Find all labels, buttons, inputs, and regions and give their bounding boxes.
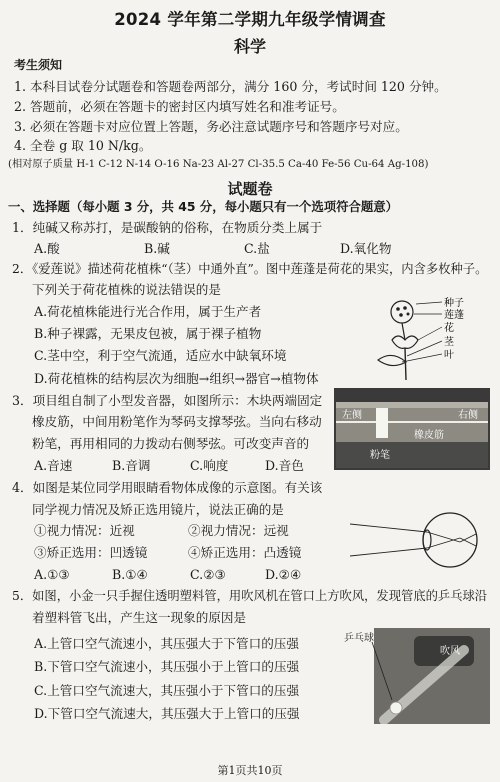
q4-option-c: C.②③ <box>190 567 226 582</box>
q5-option-c: C.上管口空气流速大，其压强小于下管口的压强 <box>34 683 300 698</box>
q2-stem-1: 2．《爱莲说》描述荷花植株“（茎）中通外直”。图中莲蓬是荷花的果实，内含多枚种子。 <box>12 262 488 276</box>
notice-item-4: 4. 全卷 g 取 10 N/kg。 <box>14 138 152 153</box>
q1-option-d: D.氧化物 <box>340 241 392 256</box>
q4-statement-1: ①视力情况：近视 <box>34 523 135 538</box>
q1-option-a: A.酸 <box>34 241 60 256</box>
exam-title: 2024 学年第二学期九年级学情调查 <box>114 10 386 29</box>
q3-option-a: A.音速 <box>34 458 73 473</box>
q3-option-c: C.响度 <box>190 458 229 473</box>
q2-option-c: C.茎中空，利于空气流通，适应水中缺氧环境 <box>34 348 287 363</box>
notice-heading: 考生须知 <box>14 58 63 72</box>
q2-option-d: D.荷花植株的结构层次为细胞→组织→器官→植物体 <box>34 371 319 386</box>
ping-pong-figure <box>344 628 490 724</box>
sound-device-figure <box>334 388 490 470</box>
q4-statement-3: ③矫正选用：凹透镜 <box>34 545 148 560</box>
q4-statement-4: ④矫正选用：凸透镜 <box>188 545 302 560</box>
lotus-label-seedpod: 莲蓬 <box>444 310 464 321</box>
q4-option-b: B.①④ <box>112 567 148 582</box>
q4-stem-2: 同学视力情况及矫正选用镜片，说法正确的是 <box>32 502 284 517</box>
q5-option-d: D.下管口空气流速大，其压强大于上管口的压强 <box>34 706 300 721</box>
notice-item-2: 2. 答题前，必须在答题卡的密封区内填写姓名和准考证号。 <box>14 99 345 114</box>
q4-option-a: A.①③ <box>34 567 70 582</box>
notice-item-1: 1. 本科目试卷分试题卷和答题卷两部分，满分 160 分，考试时间 120 分钟。 <box>14 79 447 94</box>
eye-diagram-figure <box>350 508 490 572</box>
subject-title: 科学 <box>233 37 266 56</box>
q5-option-b: B.下管口空气流速小，其压强小于上管口的压强 <box>34 659 300 674</box>
q1-option-c: C.盐 <box>244 241 270 256</box>
q5-stem-1: 5．如图，小金一只手握住透明塑料管，用吹风机在管口上方吹风，发现管底的乒乓球沿 <box>12 589 488 603</box>
q5-stem-2: 着塑料管飞出，产生这一现象的原因是 <box>32 610 247 625</box>
device-label-rubber-band: 橡皮筋 <box>414 430 444 441</box>
section-heading: 一、选择题（每小题 3 分，共 45 分，每小题只有一个选项符合题意） <box>8 199 399 214</box>
q1-option-b: B.碱 <box>144 241 170 256</box>
paper-title: 试题卷 <box>227 180 273 198</box>
page-footer: 第1页共10页 <box>217 764 283 777</box>
q3-stem-1: 3．项目组自制了小型发音器，如图所示：木块两端固定 <box>12 393 323 408</box>
q3-option-d: D.音色 <box>265 458 304 473</box>
ping-pong-label-blow: 吹风 <box>440 646 460 657</box>
q3-stem-3: 粉笔，再用相同的力拨动右侧琴弦。可改变声音的 <box>32 436 310 451</box>
lotus-figure <box>372 296 482 382</box>
ping-pong-label-ball: 乒乓球 <box>344 633 374 644</box>
q1-stem: 1．纯碱又称苏打，是碳酸钠的俗称，在物质分类上属于 <box>12 220 323 235</box>
q4-stem-1: 4．如图是某位同学用眼睛看物体成像的示意图。有关该 <box>12 480 323 495</box>
q2-option-b: B.种子裸露，无果皮包被，属于裸子植物 <box>34 326 262 341</box>
q3-option-b: B.音调 <box>112 458 151 473</box>
device-label-right: 右侧 <box>458 410 478 421</box>
q5-option-a: A.上管口空气流速小，其压强大于下管口的压强 <box>34 636 299 651</box>
lotus-label-leaf: 叶 <box>444 350 454 361</box>
q2-option-a: A.荷花植株能进行光合作用，属于生产者 <box>34 304 262 319</box>
lotus-label-seed: 种子 <box>444 298 464 309</box>
lotus-label-flower: 花 <box>444 323 454 334</box>
lotus-label-stem: 茎 <box>444 337 454 348</box>
q2-stem-2: 下列关于荷花植株的说法错误的是 <box>32 282 221 297</box>
atomic-mass-line: (相对原子质量 H-1 C-12 N-14 O-16 Na-23 Al-27 Cl-35.5 Ca-40 Fe-56 Cu-64 Ag-108) <box>8 159 429 170</box>
device-label-chalk: 粉笔 <box>370 450 390 461</box>
notice-item-3: 3. 必须在答题卡对应位置上答题，务必注意试题序号和答题序号对应。 <box>14 119 408 134</box>
device-label-left: 左侧 <box>342 410 362 421</box>
q4-statement-2: ②视力情况：远视 <box>188 523 289 538</box>
q3-stem-2: 橡皮筋，中间用粉笔作为琴码支撑琴弦。当向右移动 <box>32 414 322 429</box>
q4-option-d: D.②④ <box>265 567 302 582</box>
